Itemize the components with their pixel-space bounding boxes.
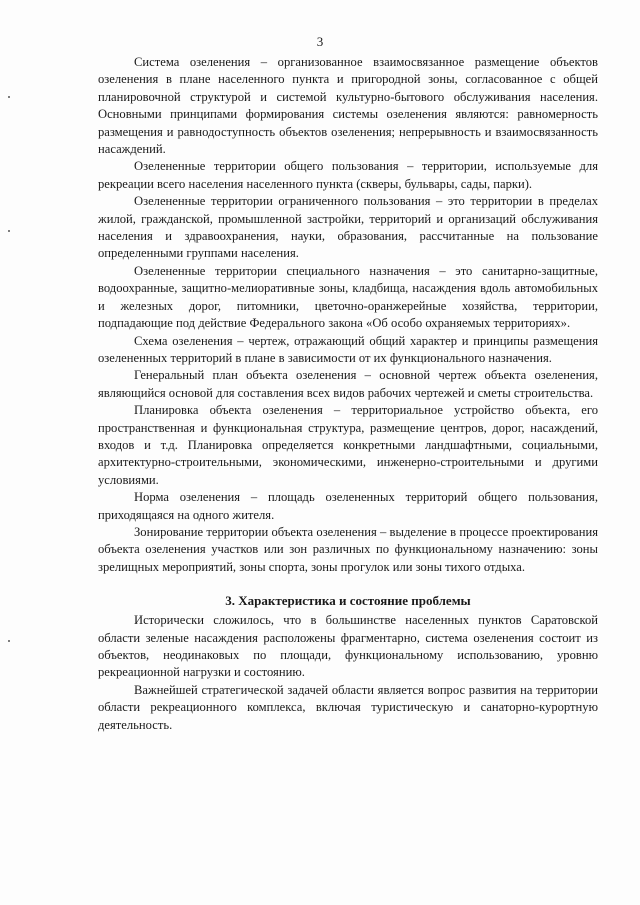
paragraph-general-plan: Генеральный план объекта озеленения – основной чертеж объекта озеленения, являющийся основой для составления всех видов рабочих чертежей и сметы строительства.	[98, 368, 598, 400]
scan-speck	[8, 96, 10, 98]
paragraph-special-areas: Озелененные территории специального назначения – это санитарно-защитные, водоохранные, защитно-мелиоративные зоны, кладбища, насаждения вдоль автомобильных и железных дорог, питомники, цветочно-оранжерейные хозяйства, территории, подпадающие под действие Федерального закона «Об особо охраняемых территориях».	[98, 263, 598, 331]
scan-speck	[8, 230, 10, 232]
paragraph-layout: Планировка объекта озеленения – территориальное устройство объекта, его пространственная и функциональная структура, размещение центров, дорог, насаждений, входов и т.д. Планировка определяется конкретными ландшафтными, социальными, архитектурно-строительными, экономическими, инженерно-строительными и другими условиями.	[98, 403, 598, 487]
paragraph-norm: Норма озеленения – площадь озелененных территорий общего пользования, приходящаяся на одного жителя.	[98, 490, 598, 522]
paragraph-history: Исторически сложилось, что в большинстве населенных пунктов Саратовской области зеленые насаждения расположены фрагментарно, система озеленения состоит из объектов, неодинаковых по площади, функциональному использованию, уровню рекреационной нагрузки и состоянию.	[98, 613, 598, 680]
paragraph-public-areas: Озелененные территории общего пользования – территории, используемые для рекреации всего населения населенного пункта (скверы, бульвары, сады, парки).	[98, 159, 598, 191]
page-number: 3	[316, 34, 324, 49]
scan-speck	[8, 640, 10, 642]
paragraph-scheme: Схема озеленения – чертеж, отражающий общий характер и принципы размещения озелененных территорий в плане в зависимости от их функционального назначения.	[98, 333, 598, 365]
document-body	[98, 54, 598, 734]
section-heading: 3. Характеристика и состояние проблемы	[225, 593, 471, 609]
paragraph-limited-areas: Озелененные территории ограниченного пользования – это территории в пределах жилой, гражданской, промышленной застройки, территорий и организаций обслуживания населения и здравоохранения, науки, образования, рассчитанные на пользование определенными группами населения.	[98, 194, 598, 261]
paragraph-system-definition: Система озеленения – организованное взаимосвязанное размещение объектов озеленения в плане населенного пункта и пригородной зоны, согласованное с общей планировочной структурой и системой культурно-бытового обслуживания населения. Основными принципами формирования системы озеленения являются: равномерность размещения и равнодоступность объектов озеленения; непрерывность и взаимосвязанность насаждений.	[98, 55, 598, 157]
paragraph-zoning: Зонирование территории объекта озеленения – выделение в процессе проектирования объекта озеленения участков или зон различных по функциональному назначению: зоны зрелищных мероприятий, зоны спорта, зоны прогулок или зоны тихого отдыха.	[98, 524, 598, 574]
paragraph-strategic-task: Важнейшей стратегической задачей области является вопрос развития на территории области рекреационного комплекса, включая туристическую и санаторно-курортную деятельность.	[98, 682, 598, 732]
